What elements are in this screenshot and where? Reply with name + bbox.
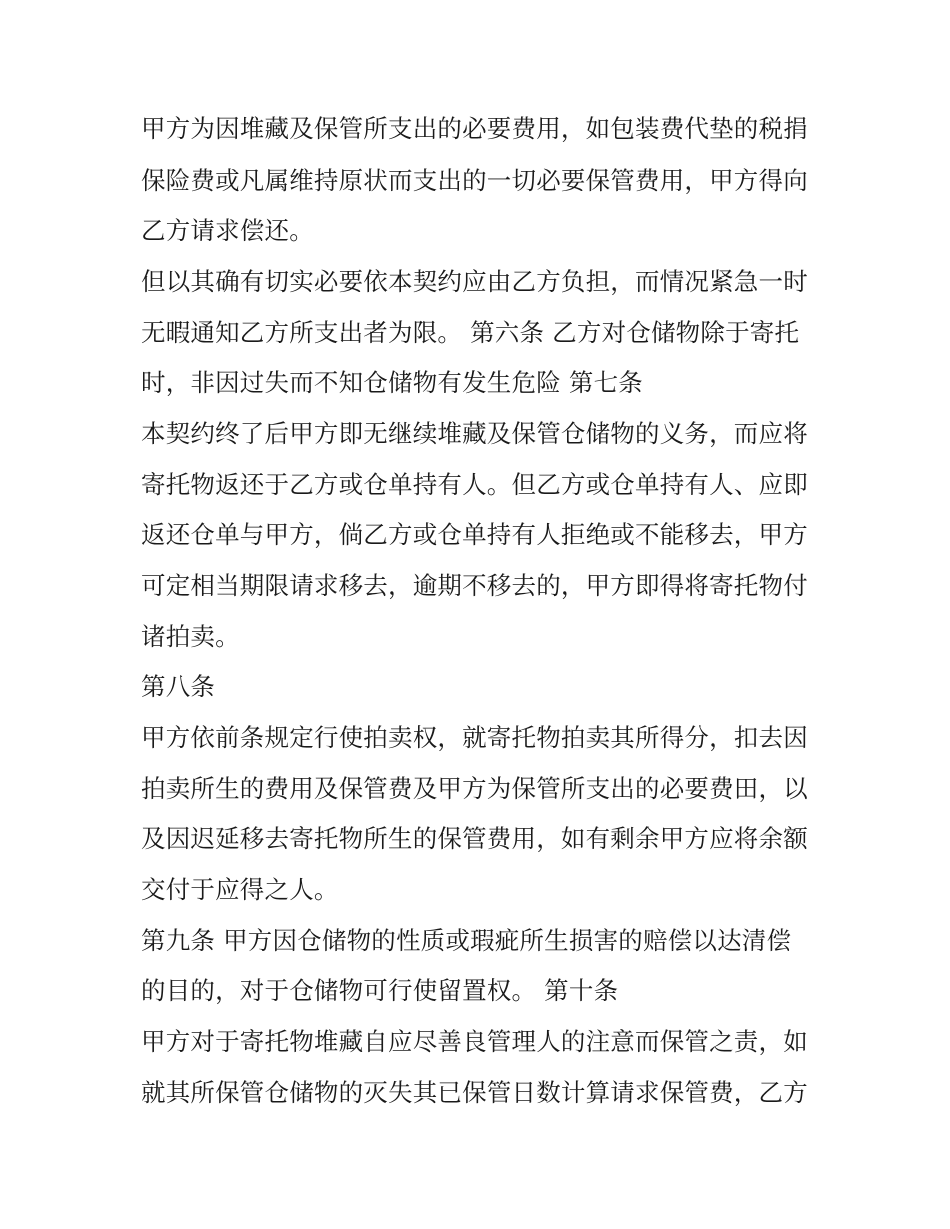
section-heading: 第八条 — [141, 672, 216, 701]
text-line: 寄托物返还于乙方或仓单持有人。但乙方或仓单持有人、应即 — [141, 470, 808, 499]
text-line: 可定相当期限请求移去，逾期不移去的，甲方即得将寄托物付 — [141, 571, 808, 600]
text-line: 的目的，对于仓储物可行使留置权。 第十条 — [141, 976, 619, 1005]
text-line: 及因迟延移去寄托物所生的保管费用，如有剩余甲方应将余额 — [141, 824, 808, 853]
text-line: 甲方为因堆藏及保管所支出的必要费用，如包装费代垫的税捐 — [141, 114, 808, 143]
text-line: 无暇通知乙方所支出者为限。 第六条 乙方对仓储物除于寄托 — [141, 318, 800, 347]
text-line: 甲方对于寄托物堆藏自应尽善良管理人的注意而保管之责，如 — [141, 1027, 808, 1056]
text-line: 保险费或凡属维持原状而支出的一切必要保管费用，甲方得向 — [141, 166, 808, 195]
text-line: 返还仓单与甲方，倘乙方或仓单持有人拒绝或不能移去，甲方 — [141, 520, 808, 549]
text-line: 交付于应得之人。 — [141, 875, 339, 904]
text-line: 就其所保管仓储物的灭失其已保管日数计算请求保管费，乙方 — [141, 1078, 808, 1107]
text-line: 时，非因过失而不知仓储物有发生危险 第七条 — [141, 368, 643, 397]
text-line: 但以其确有切实必要依本契约应由乙方负担，而情况紧急一时 — [141, 267, 808, 296]
text-line: 乙方请求偿还。 — [141, 216, 314, 245]
text-line: 诸拍卖。 — [141, 622, 240, 651]
text-line: 本契约终了后甲方即无继续堆藏及保管仓储物的义务，而应将 — [141, 419, 808, 448]
text-line: 甲方依前条规定行使拍卖权，就寄托物拍卖其所得分，扣去因 — [141, 723, 808, 752]
text-line: 第九条 甲方因仓储物的性质或瑕疵所生损害的赔偿以达清偿 — [141, 926, 792, 955]
text-line: 拍卖所生的费用及保管费及甲方为保管所支出的必要费田，以 — [141, 774, 808, 803]
